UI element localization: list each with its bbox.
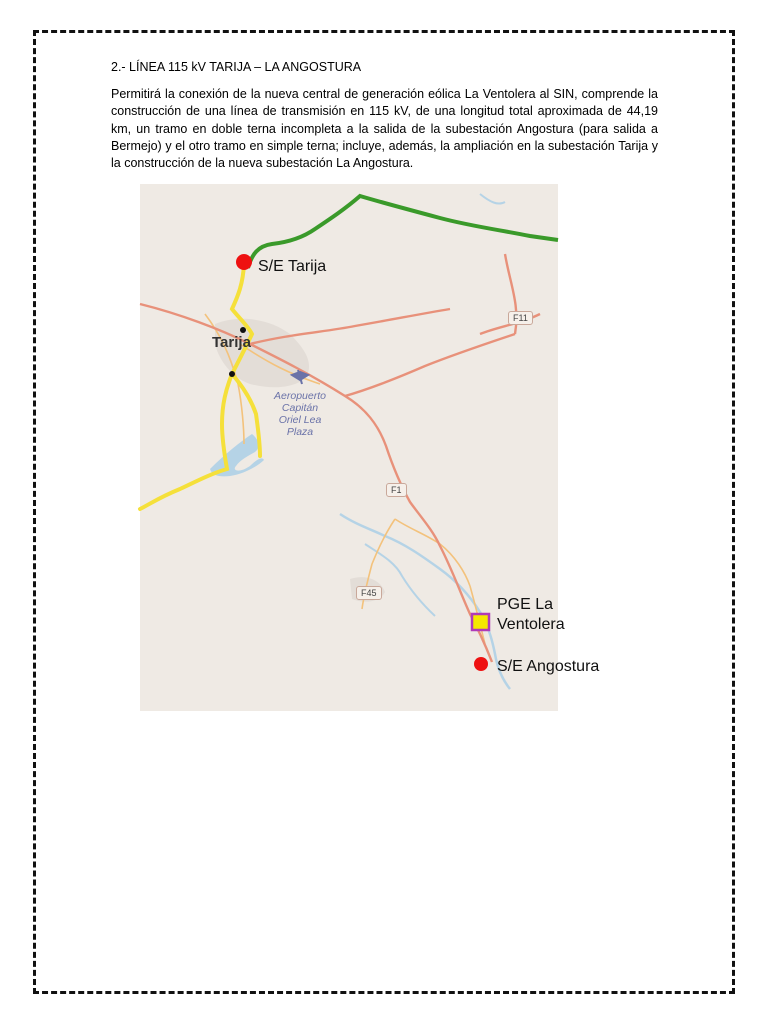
airport-label-line1: Aeropuerto xyxy=(274,390,326,402)
se-tarija-label: S/E Tarija xyxy=(258,258,327,275)
airport-label-line3: Oriel Lea xyxy=(278,414,322,426)
section-heading: 2.- LÍNEA 115 kV TARIJA – LA ANGOSTURA xyxy=(111,60,362,74)
section-paragraph: Permitirá la conexión de la nueva central de generación eólica La Ventolera al SIN, comprende la construcción de una línea de transmisión en 115 kV, de una longitud total aproximada de 44,19 km, un tramo en doble terna incompleta a la salida de la subestación Angostura (para salida a Bermejo) y el otro tramo en simple terna; incluye, además, la ampliación en la subestación Tarija y la construcción de la nueva subestación La Angostura. xyxy=(111,87,658,171)
se-tarija-marker xyxy=(236,254,252,270)
primary-roads xyxy=(140,254,540,662)
junction-dot xyxy=(240,327,246,333)
road-shield-f1: F1 xyxy=(386,483,407,497)
city-label: Tarija xyxy=(212,334,251,351)
pge-label-line2: Ventolera xyxy=(497,616,565,633)
pge-ventolera-marker xyxy=(472,614,489,630)
se-angostura-marker xyxy=(474,657,488,671)
airport-label-line2: Capitán xyxy=(281,402,319,414)
junction-dot xyxy=(229,371,235,377)
map-graphics xyxy=(140,184,558,711)
pge-ventolera-label xyxy=(497,595,565,635)
airport-label-line4: Plaza xyxy=(286,426,314,438)
route-map xyxy=(140,184,600,711)
road-shield-f11: F11 xyxy=(508,311,533,325)
road-shield-f45: F45 xyxy=(356,586,382,600)
airport-label xyxy=(260,390,340,438)
pge-label-line1: PGE La xyxy=(497,596,554,613)
river-north xyxy=(480,194,505,204)
se-angostura-label: S/E Angostura xyxy=(497,658,600,675)
